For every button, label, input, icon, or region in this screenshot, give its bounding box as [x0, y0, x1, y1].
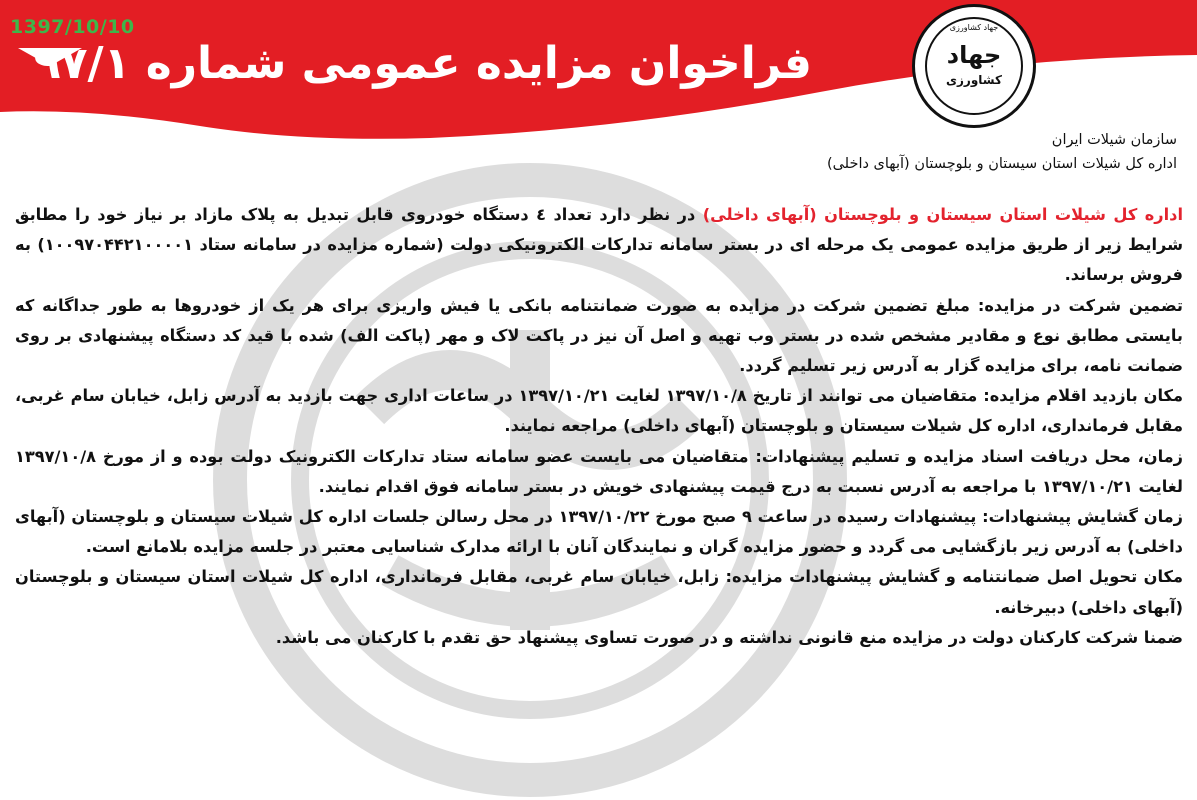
- org-name: سازمان شیلات ایران: [1051, 132, 1177, 148]
- delivery-paragraph: مکان تحویل اصل ضمانتنامه و گشایش پیشنهادات مزایده: زابل، خیابان سام غربی، مقابل فرمانداری، اداره کل شیلات استان سیستان و بلوچستان (آبهای داخلی) دبیرخانه.: [15, 567, 1183, 617]
- date-stamp: 1397/10/10: [10, 16, 135, 38]
- intro-text: در نظر دارد تعداد ٤ دستگاه خودروی قابل تبدیل به پلاک مازاد بر نیاز خود را مطابق شرایط زیر از طریق مزایده عمومی یک مرحله ای در بستر سامانه تدارکات الکترونیکی دولت (شماره مزایده در سامانه ستاد ۱۰۰۹۷۰۴۴۲۱۰۰۰۰۱) به فروش برساند.: [15, 205, 1183, 285]
- intro-paragraph: [15, 200, 1183, 291]
- visit-paragraph: مکان بازدید اقلام مزایده: متقاضیان می توانند از تاریخ ۱۳۹۷/۱۰/۸ لغایت ۱۳۹۷/۱۰/۲۱ در ساعات اداری جهت بازدید به آدرس زابل، خیابان سام غربی، مقابل فرمانداری، اداره کل شیلات سیستان و بلوچستان (آبهای داخلی) مراجعه نمایند.: [15, 386, 1183, 436]
- jahad-keshavarzi-logo: [912, 4, 1036, 128]
- logo-main-text: جهاد: [946, 41, 1002, 69]
- logo-sub-text: کشاورزی: [946, 73, 1002, 87]
- organization-header: [827, 128, 1177, 176]
- logo-top-text: جهاد کشاورزی: [949, 23, 999, 32]
- note-paragraph: ضمنا شرکت کارکنان دولت در مزایده منع قانونی نداشته و در صورت تساوی پیشنهاد حق تقدم با کارکنان می باشد.: [275, 627, 1183, 647]
- org-department: اداره کل شیلات استان سیستان و بلوچستان (آبهای داخلی): [826, 156, 1177, 172]
- time-location-paragraph: زمان، محل دریافت اسناد مزایده و تسلیم پیشنهادات: متقاضیان می بایست عضو سامانه ستاد تدارکات الکترونیک دولت بوده و از مورخ ۱۳۹۷/۱۰/۸ لغایت ۱۳۹۷/۱۰/۲۱ با مراجعه به آدرس نسبت به درج قیمت پیشنهادی خویش در بستر سامانه فوق اقدام نمایند.: [15, 446, 1183, 496]
- intro-org-name: اداره کل شیلات استان سیستان و بلوچستان (آبهای داخلی): [702, 205, 1183, 224]
- page-title: فراخوان مزایده عمومی شماره ۹۷/۱: [33, 38, 812, 89]
- guarantee-paragraph: تضمین شرکت در مزایده: مبلغ تضمین شرکت در مزایده به صورت ضمانتنامه بانکی یا فیش واریزی برای هر یک از خودروها به طور جداگانه که بایستی مطابق نوع و مقادیر مشخص شده در بستر وب تهیه و اصل آن نیز در پاکت لاک و مهر (پاکت الف) شده با قید کد دستگاه پیشنهادی بر روی ضمانت نامه، برای مزایده گزار به آدرس زیر تسلیم گردد.: [15, 295, 1183, 376]
- announcement-body: [15, 200, 1183, 653]
- opening-paragraph: زمان گشایش پیشنهادات: پیشنهادات رسیده در ساعت ۹ صبح مورخ ۱۳۹۷/۱۰/۲۲ در محل رسالن جلسات اداره کل شیلات سیستان و بلوچستان (آبهای داخلی) به آدرس زیر بازگشایی می گردد و حضور مزایده گران و نمایندگان آنان با ارائه مدارک شناسایی معتبر در جلسه مزایده بلامانع است.: [15, 507, 1183, 557]
